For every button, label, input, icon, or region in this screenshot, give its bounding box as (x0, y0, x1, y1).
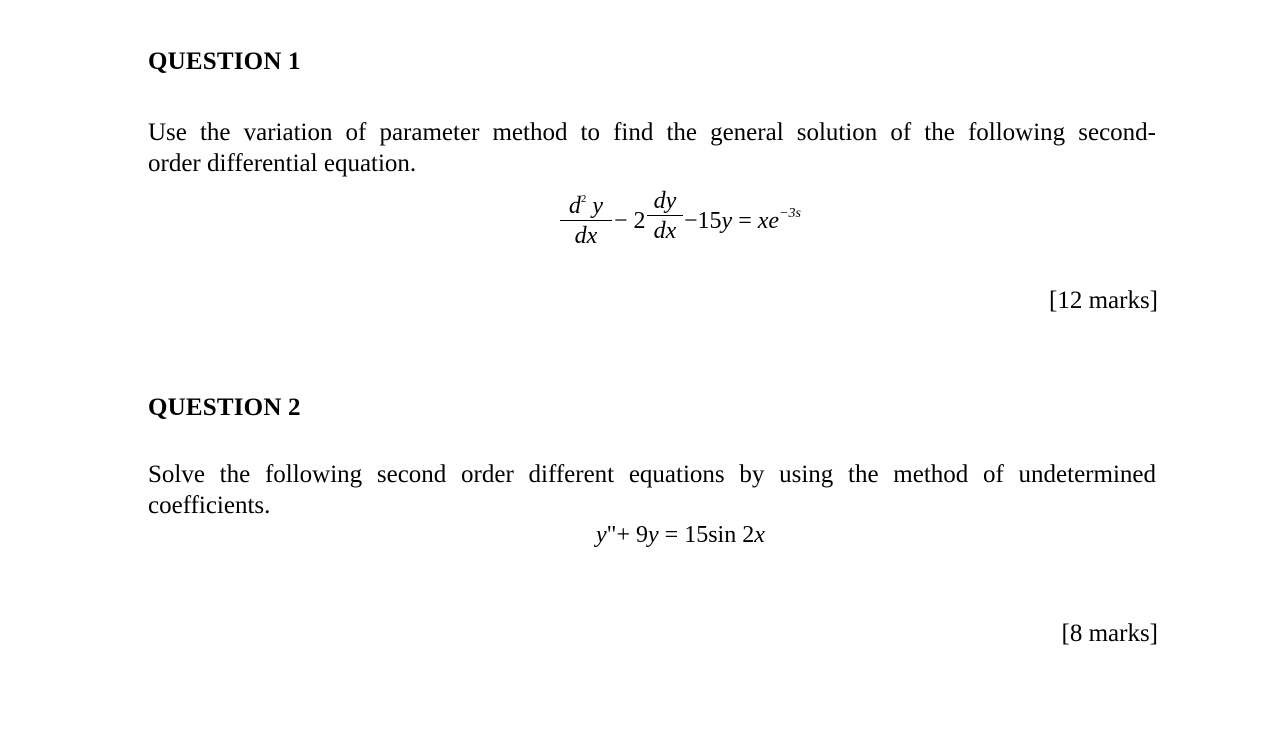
term-y: y (721, 208, 733, 234)
question-2-text-line-1: Solve the following second order different equations by using the method of undetermined (148, 461, 1156, 488)
lhs-rest: "+ 9 (606, 522, 648, 548)
lhs-y: y (596, 522, 607, 548)
rhs-sine: 15sin 2 (684, 522, 755, 548)
numerator-y: y (592, 193, 604, 219)
question-1-text-line-1: Use the variation of parameter method to find the general solution of the following second- (148, 119, 1156, 146)
question-1-text-line-2: order differential equation. (148, 150, 417, 177)
question-2-heading: QUESTION 2 (148, 394, 301, 421)
numerator-d: d (568, 193, 581, 219)
first-derivative-fraction (647, 188, 683, 245)
minus-two: − 2 (614, 208, 646, 234)
equals-sign: = (738, 208, 752, 234)
question-1-heading: QUESTION 1 (148, 48, 301, 75)
numerator-dy: dy (647, 188, 683, 216)
rhs-xe: xe (757, 208, 780, 234)
lhs-y-2: y (648, 522, 659, 548)
denominator-dx: dx (574, 223, 598, 249)
question-2-text-line-2: coefficients. (148, 492, 271, 519)
question-2-marks: [8 marks] (1061, 620, 1158, 647)
second-derivative-fraction (560, 188, 612, 250)
numerator-exponent: 2 (580, 193, 587, 205)
question-1-text (148, 117, 1156, 179)
question-2-equation (596, 522, 765, 549)
rhs-exponent: −3s (779, 206, 801, 221)
question-1-marks: [12 marks] (1049, 287, 1158, 314)
question-1-equation (548, 188, 848, 268)
minus-fifteen: −15 (684, 208, 722, 234)
equals-sign-2: = (658, 522, 685, 548)
question-2-text (148, 459, 1156, 521)
rhs-x: x (754, 522, 765, 548)
denominator-dx-2: dx (653, 218, 677, 244)
